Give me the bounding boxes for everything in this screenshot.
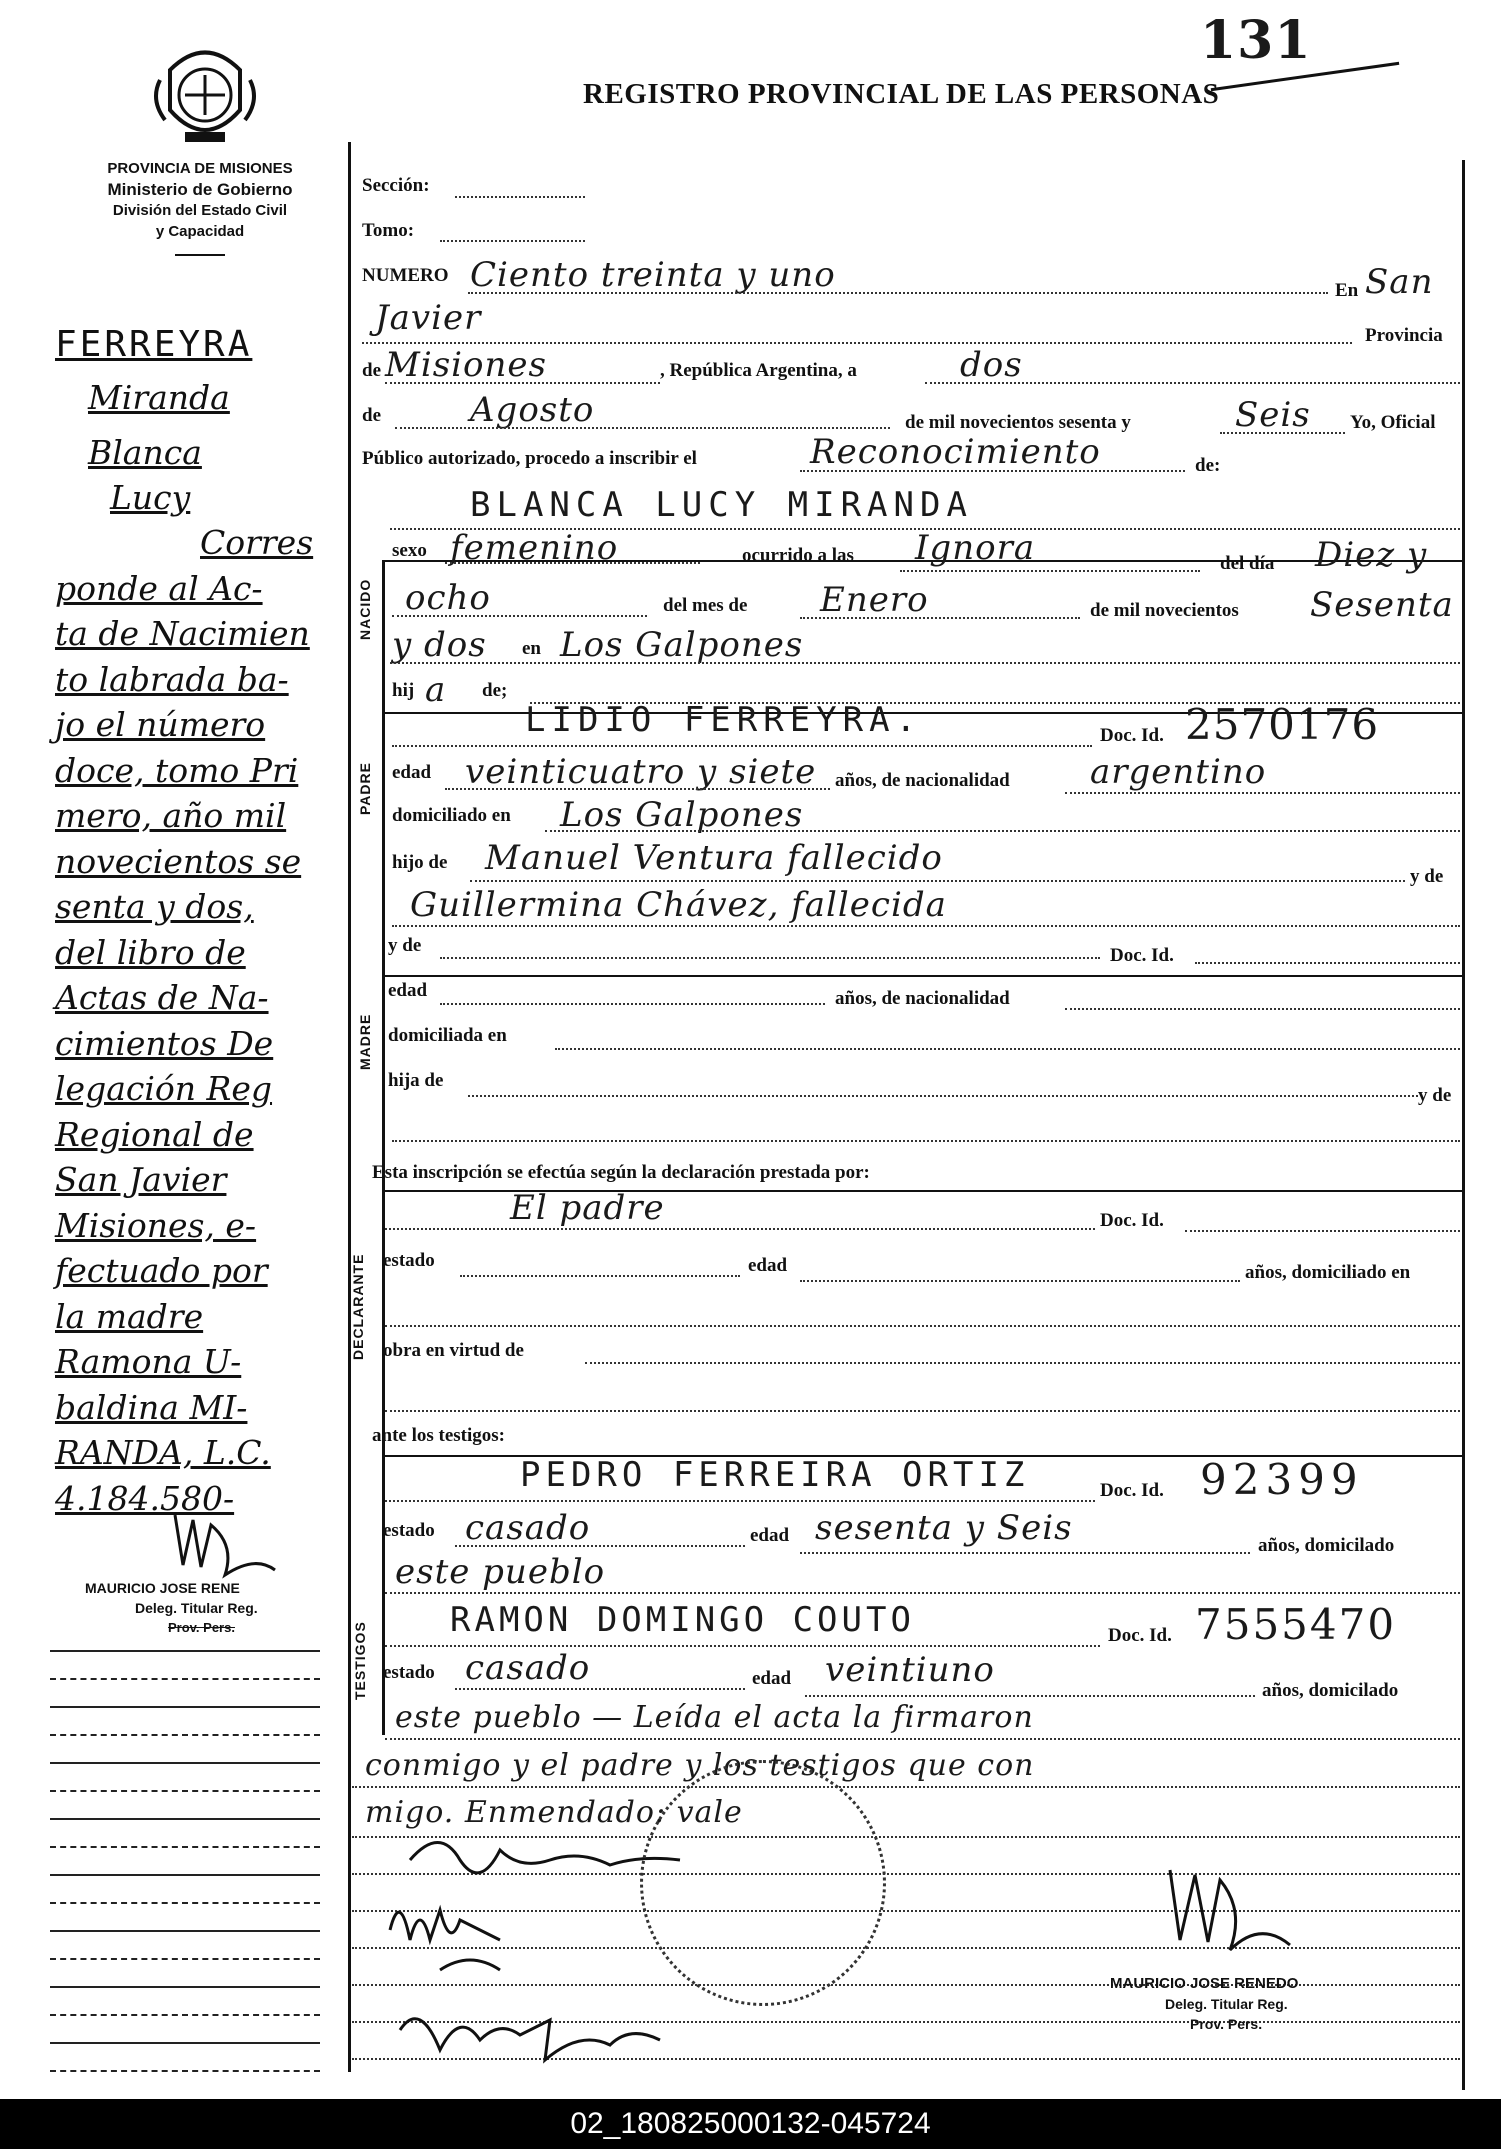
hw-anio-nac-2: y dos xyxy=(392,625,487,665)
label-de: de xyxy=(362,360,381,381)
label-seccion: Sección: xyxy=(362,175,430,196)
hw-mes: Agosto xyxy=(470,390,595,430)
label-de-colon: de: xyxy=(1195,455,1221,476)
label-edad-testigo-2: edad xyxy=(752,1668,792,1689)
main-left-border xyxy=(348,142,351,2072)
stamp-role: Deleg. Titular Reg. xyxy=(1165,1996,1288,2012)
margin-note-line: mero, año mil xyxy=(55,796,287,835)
margin-note-line: senta y dos, xyxy=(55,887,254,926)
margin-rule-line xyxy=(50,2014,320,2016)
hw-declarante: El padre xyxy=(510,1188,665,1228)
capacity-name: y Capacidad xyxy=(155,223,245,240)
label-hija-de: hija de xyxy=(388,1070,444,1091)
label-publico: Público autorizado, procedo a inscribir el xyxy=(362,448,697,469)
hw-hora: Ignora xyxy=(915,528,1036,568)
hw-testigo-2-edad: veintiuno xyxy=(825,1650,995,1690)
margin-note-line: doce, tomo Pri xyxy=(55,750,299,790)
hw-mes-nac: Enero xyxy=(820,580,929,620)
hw-testigo-2: RAMON DOMINGO COUTO xyxy=(450,1600,915,1640)
folio-number: 131 xyxy=(1200,10,1312,71)
hw-testigo-2-dom: este pueblo — Leída el acta la firmaron xyxy=(395,1700,1034,1735)
margin-rule-line xyxy=(50,1930,320,1932)
margin-rule-line xyxy=(50,1902,320,1904)
hw-testigo-1-edad: sesenta y Seis xyxy=(815,1508,1073,1548)
issuer-block xyxy=(60,158,340,256)
margin-rule-line xyxy=(50,1790,320,1792)
label-yo-oficial: Yo, Oficial xyxy=(1350,412,1436,433)
hw-dia-nac-2: ocho xyxy=(405,578,491,618)
label-hij: hij xyxy=(392,680,415,701)
label-doc-id-testigo-1: Doc. Id. xyxy=(1100,1480,1164,1501)
label-en: En xyxy=(1335,280,1359,301)
margin-note-line: Misiones, e- xyxy=(55,1205,257,1245)
label-testigos: ante los testigos: xyxy=(372,1425,505,1446)
margin-rule-line xyxy=(50,1818,320,1820)
hw-testigo-1-dom: este pueblo xyxy=(395,1552,606,1592)
official-signature xyxy=(1150,1850,1310,1960)
hw-testigo-2-estado: casado xyxy=(465,1648,591,1688)
margin-note-line: ta de Nacimien xyxy=(55,614,310,653)
hw-dia: dos xyxy=(960,345,1023,385)
label-doc-id-padre: Doc. Id. xyxy=(1100,725,1164,746)
hw-acto: Reconocimiento xyxy=(810,432,1101,472)
official-round-stamp xyxy=(640,1760,886,2006)
stamp-prov: Prov. Pers. xyxy=(1190,2016,1263,2032)
label-mil-sesenta: de mil novecientos sesenta y xyxy=(905,412,1131,433)
hw-padre-madre: Guillermina Chávez, fallecida xyxy=(410,885,947,925)
margin-note-line: legación Reg xyxy=(55,1069,273,1108)
label-de-semi: de; xyxy=(482,680,508,701)
label-hijo-de: hijo de xyxy=(392,852,448,873)
label-obra: obra en virtud de xyxy=(383,1340,524,1361)
margin-note-line: jo el número xyxy=(55,705,266,744)
margin-official-prov: Prov. Pers. xyxy=(168,1620,235,1635)
margin-name-2: Blanca xyxy=(88,433,202,472)
main-right-border xyxy=(1462,160,1465,2090)
margin-rule-line xyxy=(50,1650,320,1652)
margin-rule-line xyxy=(50,1958,320,1960)
label-tomo: Tomo: xyxy=(362,220,415,241)
margin-rule-line xyxy=(50,2070,320,2072)
label-inscripcion: Esta inscripción se efectúa según la declaración prestada por: xyxy=(372,1162,870,1183)
margin-rule-line xyxy=(50,2042,320,2044)
label-y-de-madre: y de xyxy=(388,935,422,956)
hw-testigo-1: PEDRO FERREIRA ORTIZ xyxy=(520,1455,1030,1495)
margin-note-line: Actas de Na- xyxy=(55,978,269,1017)
hw-padre-hijo-de: Manuel Ventura fallecido xyxy=(485,838,943,878)
margin-rule-line xyxy=(50,1734,320,1736)
hw-lugar-2: Javier xyxy=(375,298,482,338)
label-del-mes: del mes de xyxy=(663,595,748,616)
margin-surname: FERREYRA xyxy=(55,324,253,365)
side-label-madre: MADRE xyxy=(357,1013,373,1070)
label-y-de-madre-2: y de xyxy=(1418,1085,1452,1106)
hw-cierre-1: conmigo y el padre y los testigos que con xyxy=(365,1748,1035,1783)
margin-official-name: MAURICIO JOSE RENE xyxy=(85,1580,240,1596)
margin-note-line: ponde al Ac- xyxy=(55,568,263,608)
hw-hij-letra: a xyxy=(425,670,447,710)
label-provincia: Provincia xyxy=(1365,325,1443,346)
margin-official-role: Deleg. Titular Reg. xyxy=(135,1600,258,1616)
margin-note-line: Regional de xyxy=(55,1114,254,1154)
label-anios-nac-madre: años, de nacionalidad xyxy=(835,988,1010,1009)
label-estado-testigo-2: estado xyxy=(383,1662,435,1683)
margin-rule-line xyxy=(50,1706,320,1708)
label-doc-id-declarante: Doc. Id. xyxy=(1100,1210,1164,1231)
stamp-name: MAURICIO JOSE RENEDO xyxy=(1110,1975,1299,1992)
hw-inscripto: BLANCA LUCY MIRANDA xyxy=(470,485,973,525)
hw-provincia: Misiones xyxy=(385,345,547,385)
margin-rule-line xyxy=(50,1678,320,1680)
margin-note-line: la madre xyxy=(55,1296,204,1336)
hw-sexo: femenino xyxy=(450,528,619,568)
hw-anio-nac: Sesenta xyxy=(1310,585,1454,625)
division-name: División del Estado Civil xyxy=(112,202,288,219)
label-de-2: de xyxy=(362,405,381,426)
hw-en-lugar: San xyxy=(1365,262,1434,302)
margin-note-line: baldina MI- xyxy=(55,1387,248,1427)
label-estado-declarante: estado xyxy=(383,1250,435,1271)
scan-id-footer: 02_180825000132-045724 xyxy=(0,2099,1501,2149)
hw-padre-nombre: LIDIO FERREYRA. xyxy=(525,700,923,740)
label-anios-dom-testigo-1: años, domicilado xyxy=(1258,1535,1395,1556)
label-edad-padre: edad xyxy=(392,762,432,783)
label-anios-dom-testigo-2: años, domicilado xyxy=(1262,1680,1399,1701)
hw-lugar-nac: Los Galpones xyxy=(560,625,804,665)
label-domiciliado-padre: domiciliado en xyxy=(392,805,511,826)
margin-name-3: Lucy xyxy=(110,478,191,517)
margin-note-line: novecientos se xyxy=(55,841,302,881)
label-en-2: en xyxy=(522,638,541,659)
label-del-dia: del día xyxy=(1220,553,1275,574)
province-name: PROVINCIA DE MISIONES xyxy=(107,160,293,177)
hw-numero: Ciento treinta y uno xyxy=(470,255,836,295)
label-y-de-padre: y de xyxy=(1410,866,1444,887)
margin-rule-line xyxy=(50,1874,320,1876)
label-estado-testigo-1: estado xyxy=(383,1520,435,1541)
label-mil-novecientos: de mil novecientos xyxy=(1090,600,1239,621)
label-domiciliada: domiciliada en xyxy=(388,1025,507,1046)
coat-of-arms-seal xyxy=(150,40,260,150)
inner-left-border xyxy=(382,560,385,1735)
margin-note-line: del libro de xyxy=(55,932,246,972)
label-doc-id-madre: Doc. Id. xyxy=(1110,945,1174,966)
margin-note-line: Corres xyxy=(200,523,314,562)
margin-note-line: to labrada ba- xyxy=(55,659,289,699)
label-anios-nac-padre: años, de nacionalidad xyxy=(835,770,1010,791)
label-ocurrido: ocurrido a las xyxy=(742,545,854,566)
label-edad-declarante: edad xyxy=(748,1255,788,1276)
margin-note-line: San Javier xyxy=(55,1160,227,1199)
hw-padre-dom: Los Galpones xyxy=(560,795,804,835)
hw-padre-doc: 2570176 xyxy=(1185,700,1380,749)
hw-testigo-2-doc: 7555470 xyxy=(1195,1600,1397,1649)
margin-signature xyxy=(165,1505,285,1585)
label-edad-madre: edad xyxy=(388,980,428,1001)
side-label-testigos: TESTIGOS xyxy=(352,1621,368,1700)
margin-note-line: RANDA, L.C. xyxy=(55,1433,271,1472)
margin-rule-line xyxy=(50,1846,320,1848)
margin-note-line: cimientos De xyxy=(55,1023,274,1063)
margin-note-line: 4.184.580- xyxy=(55,1478,235,1518)
label-numero: NUMERO xyxy=(362,265,449,286)
side-label-padre: PADRE xyxy=(357,762,373,815)
hw-testigo-1-estado: casado xyxy=(465,1508,591,1548)
label-edad-testigo-1: edad xyxy=(750,1525,790,1546)
margin-note-line: fectuado por xyxy=(55,1251,268,1290)
side-label-nacido: NACIDO xyxy=(357,578,373,640)
label-doc-id-testigo-2: Doc. Id. xyxy=(1108,1625,1172,1646)
hw-testigo-1-doc: 92399 xyxy=(1200,1455,1364,1504)
hw-anio: Seis xyxy=(1235,395,1311,435)
ministry-name: Ministerio de Gobierno xyxy=(107,180,293,199)
label-republica: , República Argentina, a xyxy=(660,360,857,381)
margin-rule-line xyxy=(50,1986,320,1988)
label-sexo: sexo xyxy=(392,540,427,561)
side-label-declarante: DECLARANTE xyxy=(350,1253,366,1360)
document-title: REGISTRO PROVINCIAL DE LAS PERSONAS xyxy=(583,78,1220,110)
label-anios-dom-en: años, domiciliado en xyxy=(1245,1262,1411,1283)
hw-padre-edad: veinticuatro y siete xyxy=(465,752,817,792)
hw-dia-nac: Diez y xyxy=(1315,535,1428,575)
margin-note-line: Ramona U- xyxy=(55,1342,242,1381)
hw-cierre-2: migo. Enmendado: vale xyxy=(365,1795,743,1830)
hw-padre-nac: argentino xyxy=(1090,752,1267,792)
margin-rule-line xyxy=(50,1762,320,1764)
margin-name-1: Miranda xyxy=(88,378,230,417)
